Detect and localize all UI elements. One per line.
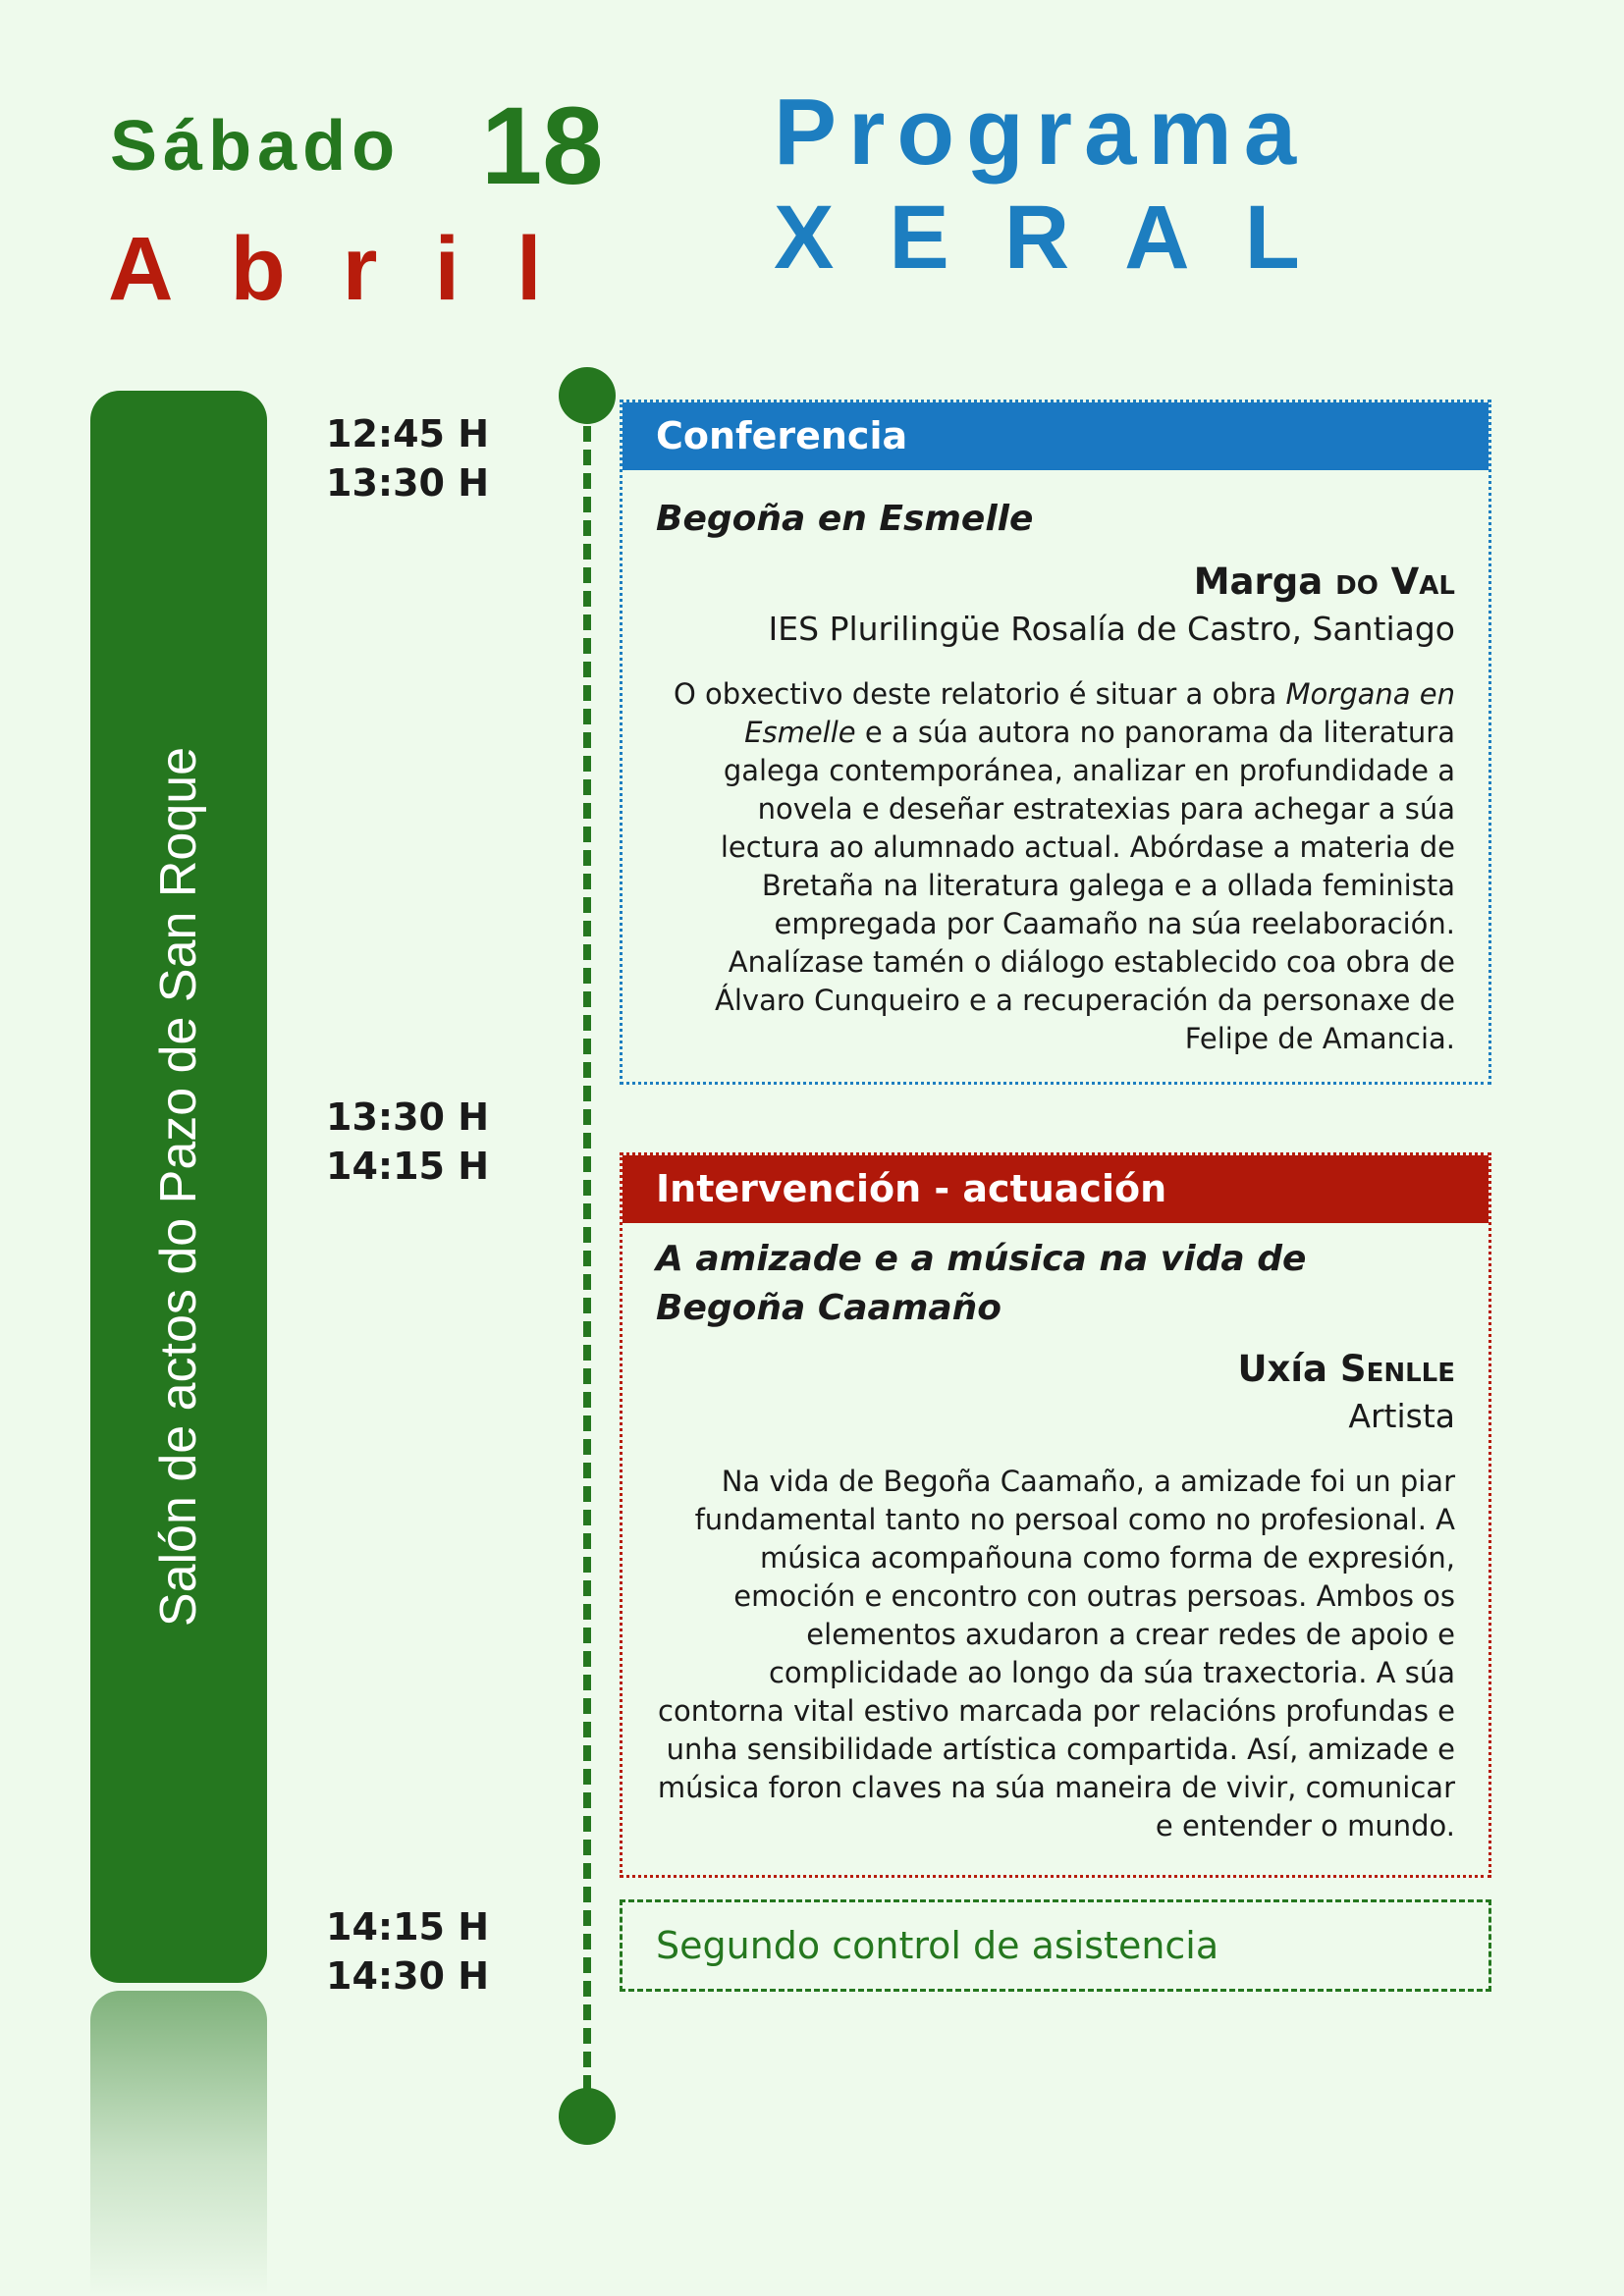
venue-label: Salón de actos do Pazo de San Roque: [150, 746, 207, 1628]
speaker-last-name: do Val: [1335, 561, 1455, 603]
session-card-conference: [620, 400, 1491, 1085]
session-type-header: Conferencia: [623, 402, 1489, 470]
speaker-affiliation: Artista: [1348, 1397, 1455, 1435]
time-end: 14:30 H: [326, 1954, 489, 1998]
time-end: 14:15 H: [326, 1145, 489, 1188]
session-description: [656, 675, 1455, 1058]
day-name: Sábado: [110, 107, 402, 186]
timeline-line: [583, 402, 591, 2114]
session-card-performance: [620, 1152, 1491, 1878]
time-start: 13:30 H: [326, 1095, 489, 1139]
session-title: Begoña en Esmelle: [656, 499, 1034, 539]
speaker-last-name: Senlle: [1339, 1348, 1455, 1390]
time-start: 12:45 H: [326, 412, 489, 455]
description-rest: e a súa autora no panorama da literatura galega contemporánea, analizar en profundidade a novela e deseñar estratexias para achegar a súa lectura ao alumnado actual. Abórdase a materia de Bretaña na literatura galega e a ollada feminista empregada por Caamaño na súa reelaboración. Analízase tamén o diálogo establecido coa obra de Álvaro Cunqueiro e a recuperación da personaxe de Felipe de Amancia.: [715, 716, 1455, 1055]
session-card-attendance: [620, 1899, 1491, 1992]
description-lead: O obxectivo deste relatorio é situar a obra: [673, 677, 1286, 711]
speaker-name: [656, 558, 1455, 607]
program-title-line2: XERAL: [774, 187, 1355, 288]
session-title: A amizade e a música na vida de Begoña Caamaño: [656, 1239, 1307, 1328]
program-title-line1: Programa: [774, 80, 1309, 185]
venue-bar-reflection: [90, 1991, 267, 2296]
time-start: 14:15 H: [326, 1905, 489, 1949]
speaker-name: [656, 1345, 1455, 1394]
session-description: Na vida de Begoña Caamaño, a amizade foi un piar fundamental tanto no persoal como no profesional. A música acompañouna como forma de expresión, emoción e encontro con outras persoas. Ambos os elementos axudaron a crear redes de apoio e complicidade ao longo da súa traxectoria. A súa contorna vital estivo marcada por relacións profundas e unha sensibilidade artística compartida. Así, amizade e música foron claves na súa maneira de vivir, comunicar e entender o mundo.: [657, 1465, 1455, 1842]
timeline-start-dot: [559, 367, 616, 424]
venue-bar: [90, 391, 267, 1983]
session-2-times: [326, 1093, 489, 1191]
speaker-first-name: Uxía: [1237, 1348, 1328, 1390]
description-work-title: Morgana en Esmelle: [744, 677, 1455, 749]
session-1-times: [326, 409, 489, 507]
speaker-affiliation: IES Plurilingüe Rosalía de Castro, Santiago: [768, 610, 1455, 648]
session-type-header: Intervención - actuación: [623, 1155, 1489, 1223]
session-3-times: [326, 1902, 489, 2001]
time-end: 13:30 H: [326, 461, 489, 505]
day-number: 18: [481, 84, 604, 207]
attendance-note: Segundo control de asistencia: [656, 1924, 1219, 1967]
timeline-end-dot: [559, 2088, 616, 2145]
month-name: Abril: [108, 219, 599, 319]
speaker-first-name: Marga: [1193, 561, 1324, 603]
